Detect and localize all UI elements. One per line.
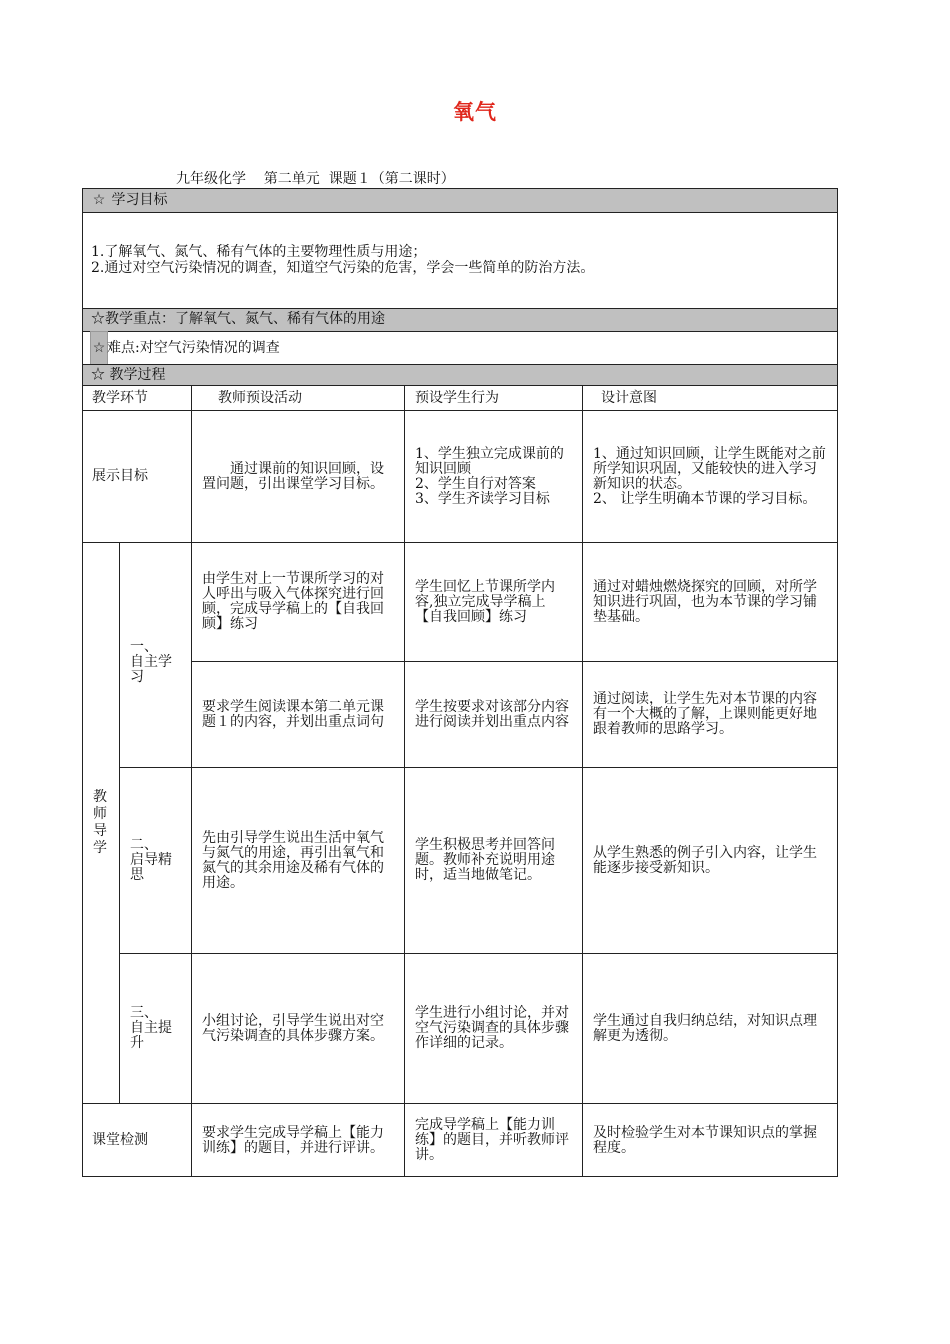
difficulty-row: [82, 331, 838, 364]
teacher-activity: 要求学生完成导学稿上【能力训练】的题目，并进行评讲。: [191, 1103, 404, 1177]
student-behavior: 学生按要求对该部分内容进行阅读并划出重点内容: [404, 661, 582, 767]
star-icon: ☆: [92, 192, 106, 208]
substage-self-improve: 三、 自主提升: [119, 953, 191, 1103]
teacher-activity: 由学生对上一节课所学习的对人呼出与吸入气体探究进行回顾，完成导学稿上的【自我回顾】练习: [191, 542, 404, 661]
stage-show-goal: 展示目标: [82, 410, 191, 542]
column-header-stage: 教学环节: [82, 385, 191, 410]
lesson-subtitle: 九年级化学 第二单元 课题１（第二课时）: [176, 171, 455, 187]
student-behavior: 学生积极思考并回答问题。教师补充说明用途时，适当地做笔记。: [404, 767, 582, 953]
key-point-text: ☆教学重点：了解氧气、氮气、稀有气体的用途: [91, 311, 385, 327]
objectives-header: ☆ 学习目标: [82, 188, 838, 212]
student-behavior: 学生进行小组讨论，并对空气污染调查的具体步骤作详细的记录。: [404, 953, 582, 1103]
substage-self-study: 一、 自主学习: [119, 542, 191, 767]
design-intent: 通过阅读，让学生先对本节课的内容有一个大概的了解，上课则能更好地跟着教师的思路学习。: [582, 661, 838, 767]
stage-guide-group: 教师导学: [82, 542, 119, 1103]
design-intent: 学生通过自我归纳总结，对知识点理解更为透彻。: [582, 953, 838, 1103]
column-header-teacher: 教师预设活动: [191, 385, 404, 410]
student-behavior: 学生回忆上节课所学内容,独立完成导学稿上【自我回顾】练习: [404, 542, 582, 661]
student-behavior: 1、学生独立完成课前的知识回顾 2、学生自行对答案 3、学生齐读学习目标: [404, 410, 582, 542]
substage-guided-think: 二、 启导精思: [119, 767, 191, 953]
teacher-activity: 小组讨论，引导学生说出对空气污染调查的具体步骤方案。: [191, 953, 404, 1103]
design-intent: 1、通过知识回顾，让学生既能对之前所学知识巩固，又能较快的进入学习新知识的状态。 2、 让学生明确本节课的学习目标。: [582, 410, 838, 542]
process-header: ☆ 教学过程: [82, 364, 838, 385]
teacher-activity: 通过课前的知识回顾，设置问题，引出课堂学习目标。: [191, 410, 404, 542]
page-title: 氧气: [453, 100, 497, 124]
column-header-intent: 设计意图: [582, 385, 838, 410]
objective-item: 1.了解氧气、氮气、稀有气体的主要物理性质与用途；: [91, 244, 427, 260]
teacher-activity: 先由引导学生说出生活中氧气与氮气的用途，再引出氧气和氮气的其余用途及稀有气体的用途。: [191, 767, 404, 953]
objective-item: 2.通过对空气污染情况的调查，知道空气污染的危害，学会一些简单的防治方法。: [91, 260, 595, 276]
design-intent: 及时检验学生对本节课知识点的掌握程度。: [582, 1103, 838, 1177]
difficulty-text: 难点:对空气污染情况的调查: [107, 340, 280, 356]
student-behavior: 完成导学稿上【能力训练】的题目，并听教师评讲。: [404, 1103, 582, 1177]
star-icon: ☆: [91, 332, 107, 365]
stage-check: 课堂检测: [82, 1103, 191, 1177]
key-point-row: [82, 308, 838, 331]
column-header-student: 预设学生行为: [404, 385, 582, 410]
design-intent: 从学生熟悉的例子引入内容，让学生能逐步接受新知识。: [582, 767, 838, 953]
design-intent: 通过对蜡烛燃烧探究的回顾，对所学知识进行巩固，也为本节课的学习铺垫基础。: [582, 542, 838, 661]
teacher-activity: 要求学生阅读课本第二单元课题１的内容，并划出重点词句: [191, 661, 404, 767]
objectives-body: [82, 212, 838, 308]
